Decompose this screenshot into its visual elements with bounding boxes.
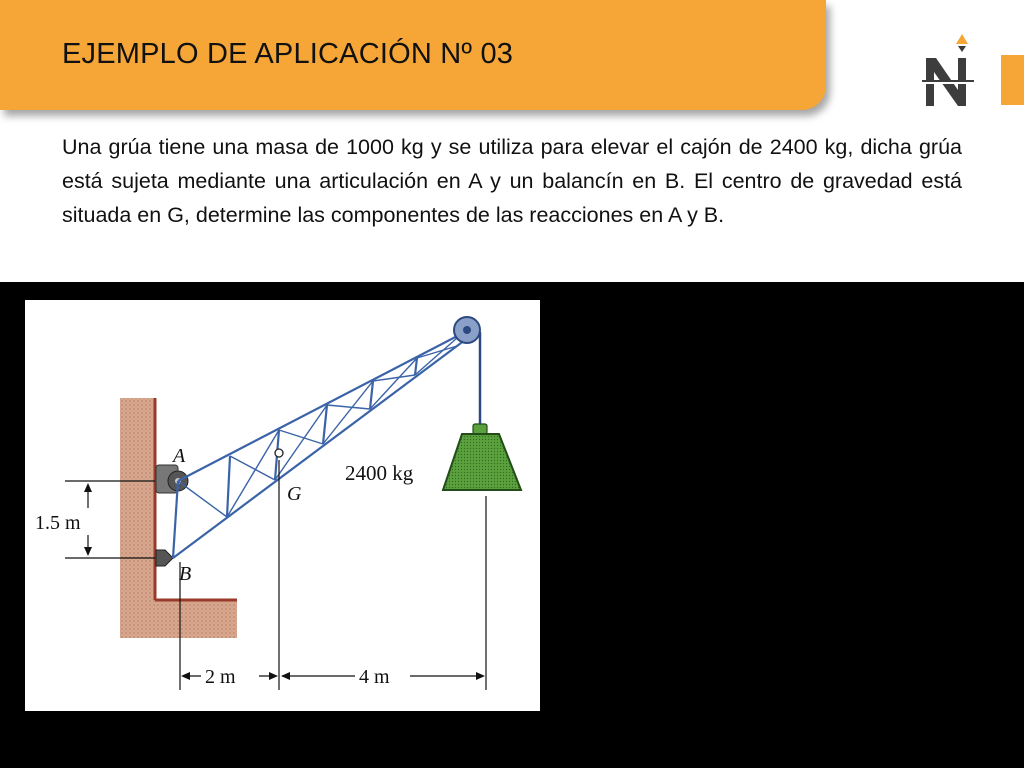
slide-title: EJEMPLO DE APLICACIÓN Nº 03 bbox=[62, 38, 514, 70]
label-g: G bbox=[287, 483, 302, 505]
wall bbox=[120, 398, 237, 638]
dim-left-label: 2 m bbox=[205, 666, 236, 688]
center-of-gravity-marker bbox=[275, 449, 283, 457]
label-a: A bbox=[173, 445, 186, 467]
crane-figure bbox=[25, 300, 540, 711]
title-bar bbox=[0, 0, 826, 110]
crane-truss bbox=[173, 332, 465, 558]
dim-vertical-label: 1.5 m bbox=[35, 512, 81, 534]
rocker-support-b bbox=[156, 550, 173, 566]
pulley bbox=[454, 317, 480, 343]
problem-statement: Una grúa tiene una masa de 1000 kg y se utiliza para elevar el cajón de 2400 kg, dicha grúa está sujeta mediante una articulación en A y un balancín en B. El centro de gravedad está situada en G, determine las componentes de las reacciones en A y B. bbox=[62, 135, 962, 227]
accent-bar bbox=[1001, 55, 1024, 105]
n-logo-icon bbox=[918, 30, 978, 110]
dim-right-label: 4 m bbox=[359, 666, 390, 688]
label-b: B bbox=[179, 563, 192, 585]
crate bbox=[443, 424, 521, 490]
load-label: 2400 kg bbox=[345, 461, 414, 485]
